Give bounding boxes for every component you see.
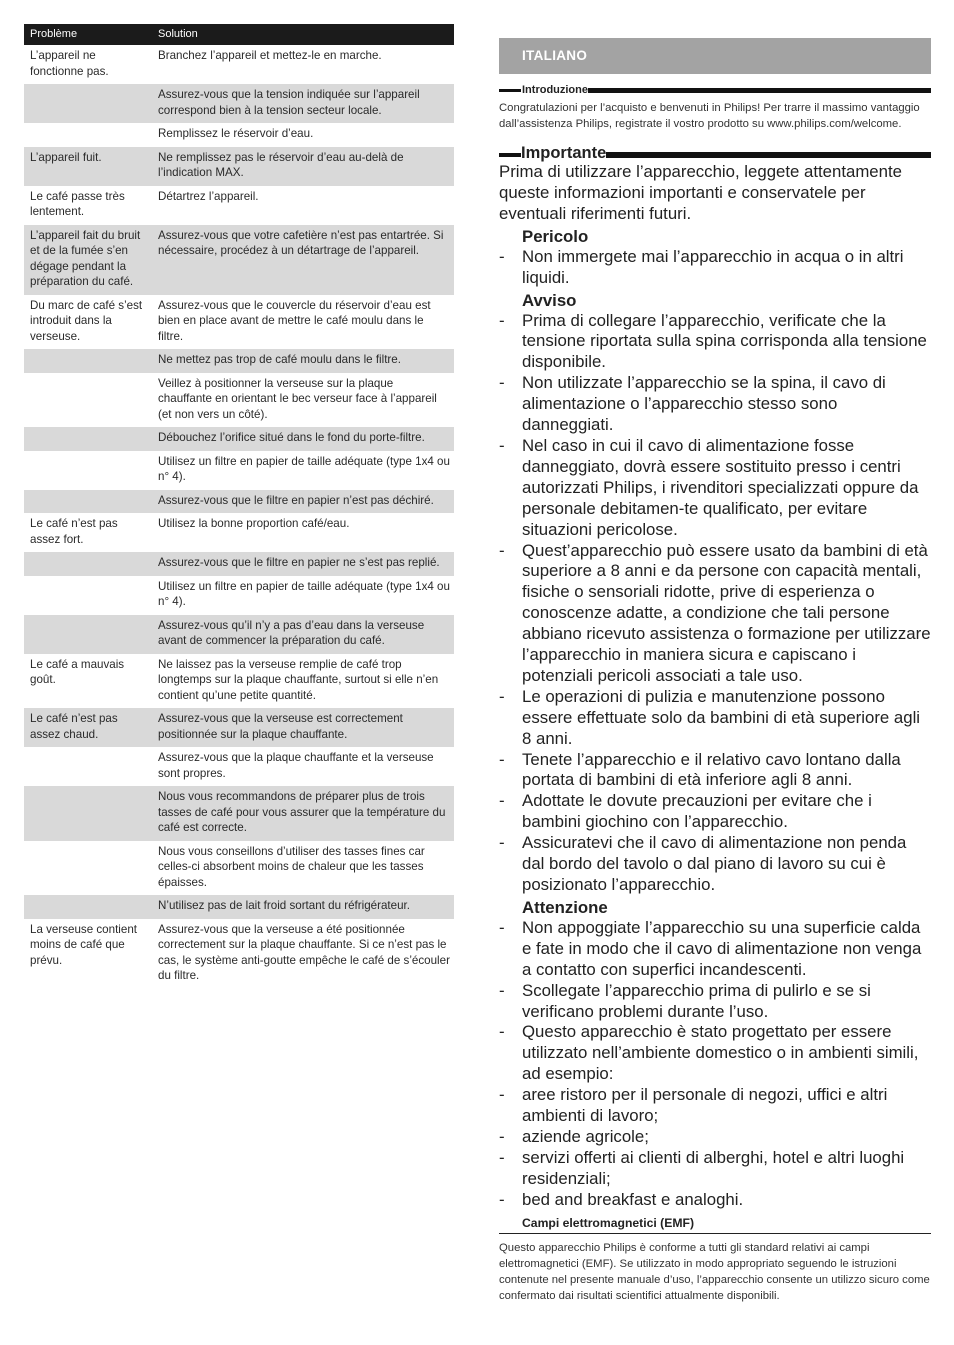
list-item	[499, 373, 931, 436]
table-row	[24, 295, 454, 350]
table-row	[24, 84, 454, 123]
dash-marker: -	[499, 1085, 505, 1105]
problem-cell	[24, 427, 152, 451]
troubleshooting-table	[24, 24, 454, 989]
important-heading	[499, 144, 931, 162]
intro-heading-text: Introduzione	[522, 84, 588, 96]
intro-text: Congratulazioni per l’acquisto e benvenuti in Philips! Per trarre il massimo vantaggio dall’assistenza Philips, registrate il vostro prodotto su www.philips.com/welcome.	[499, 102, 920, 130]
dash-marker: -	[499, 1022, 505, 1042]
list-item	[499, 311, 931, 374]
dash-marker: -	[499, 1126, 505, 1146]
warning-heading: Avviso	[522, 290, 577, 310]
table-row	[24, 552, 454, 576]
problem-cell: Le café n’est pas assez chaud.	[24, 708, 152, 747]
list-item	[499, 1127, 931, 1148]
list-item	[499, 918, 931, 981]
list-item-text: Tenete l’apparecchio e il relativo cavo lontano dalla portata di bambini di età inferiore agli 8 anni.	[522, 749, 901, 790]
problem-cell	[24, 615, 152, 654]
heading-marker	[499, 89, 521, 92]
important-heading-text: Importante	[521, 144, 607, 162]
problem-cell	[24, 349, 152, 373]
solution-cell: Nous vous conseillons d’utiliser des tasses fines car celles-ci absorbent moins de chaleur que les tasses épaisses.	[158, 844, 425, 889]
table-row	[24, 576, 454, 615]
solution-cell: Assurez-vous que le couvercle du réservoir d’eau est bien en place avant de mettre le café moulu dans le filtre.	[158, 298, 431, 343]
table-header-row	[24, 24, 454, 45]
dash-marker: -	[499, 540, 505, 560]
table-body	[24, 45, 454, 989]
solution-cell: Utilisez un filtre en papier de taille adéquate (type 1x4 ou n° 4).	[158, 579, 450, 608]
table-row	[24, 186, 454, 225]
list-item	[499, 833, 931, 896]
solution-cell: Ne mettez pas trop de café moulu dans le filtre.	[152, 349, 454, 373]
solution-cell: Détartrez l’appareil.	[158, 189, 259, 203]
solution-cell: Assurez-vous que le filtre en papier n’est pas déchiré.	[152, 490, 454, 514]
solution-cell: Utilisez un filtre en papier de taille adéquate (type 1x4 ou n° 4).	[158, 454, 450, 483]
solution-cell: Remplissez le réservoir d’eau.	[158, 127, 314, 140]
table-row	[24, 490, 454, 514]
table-row	[24, 615, 454, 654]
problem-cell	[24, 84, 152, 123]
list-item-text: Quest’apparecchio può essere usato da bambini di età superiore a 8 anni e da persone con capacità mentali, fisiche o sensoriali ridotte, prive di esperienza o conoscenze adatte, a condizione che tali persone abbiano ricevuto assistenza o formazione per utilizzare l’apparecchio in maniera sicura e capiscano i potenziali pericoli associati a tale uso.	[522, 540, 931, 685]
problem-cell: Le café n’est pas assez fort.	[30, 517, 118, 546]
heading-rule	[588, 88, 931, 93]
problem-cell: Le café a mauvais goût.	[30, 657, 125, 686]
table-row	[24, 225, 454, 295]
list-item-text: servizi offerti ai clienti di alberghi, hotel e altri luoghi residenziali;	[522, 1147, 905, 1188]
dash-marker: -	[499, 1147, 505, 1167]
list-item-text: Non immergete mai l’apparecchio in acqua o in altri liquidi.	[522, 246, 904, 287]
table-row	[24, 513, 454, 552]
problem-cell	[24, 576, 152, 615]
solution-cell: Assurez-vous que la verseuse est correctement positionnée sur la plaque chauffante.	[152, 708, 454, 747]
list-item	[499, 1190, 931, 1211]
table-row	[24, 786, 454, 841]
intro-heading	[499, 84, 931, 97]
list-item-text: Le operazioni di pulizia e manutenzione possono essere effettuate solo da bambini di età superiore agli 8 anni.	[522, 686, 921, 748]
dash-marker: -	[499, 749, 505, 769]
solution-cell: Nous vous recommandons de préparer plus de trois tasses de café pour vous assurer que la température du café est correcte.	[152, 786, 454, 841]
problem-cell	[24, 841, 152, 896]
list-item-text: aziende agricole;	[522, 1126, 649, 1146]
solution-cell: Assurez-vous que votre cafetière n’est pas entartrée. Si nécessaire, procédez à un détartrage de l’appareil.	[152, 225, 454, 295]
solution-cell: Ne remplissez pas le réservoir d’eau au-delà de l’indication MAX.	[152, 147, 454, 186]
solution-cell: Utilisez la bonne proportion café/eau.	[158, 517, 350, 530]
table-row	[24, 123, 454, 147]
problem-cell: L’appareil fuit.	[24, 147, 152, 186]
problem-cell	[24, 373, 152, 428]
heading-marker	[499, 153, 521, 157]
solution-cell: Assurez-vous que le filtre en papier ne s’est pas replié.	[152, 552, 454, 576]
problem-cell: Le café passe très lentement.	[30, 189, 125, 218]
list-item-text: Assicuratevi che il cavo di alimentazione non penda dal bordo del tavolo o dal piano di lavoro su cui è posizionato l’apparecchio.	[522, 833, 907, 894]
dash-marker: -	[499, 1189, 505, 1209]
danger-heading: Pericolo	[522, 226, 589, 246]
problem-cell: L’appareil ne fonctionne pas.	[30, 49, 109, 78]
table-row	[24, 747, 454, 786]
list-item	[499, 1085, 931, 1127]
dash-marker: -	[499, 310, 505, 330]
solution-cell: Ne laissez pas la verseuse remplie de café trop longtemps sur la plaque chauffante, surtout si elle n’en contient qu’une petite quantité.	[158, 657, 439, 702]
table-row	[24, 451, 454, 490]
table-row	[24, 708, 454, 747]
dash-marker: -	[499, 791, 505, 811]
solution-cell: Assurez-vous que la plaque chauffante et la verseuse sont propres.	[158, 751, 434, 780]
solution-cell: Assurez-vous que la tension indiquée sur l’appareil correspond bien à la tension secteur locale.	[152, 84, 454, 123]
list-item-text: Adottate le dovute precauzioni per evitare che i bambini giochino con l’apparecchio.	[522, 791, 872, 832]
problem-cell	[24, 552, 152, 576]
list-item	[499, 687, 931, 750]
problem-cell: L’appareil fait du bruit et de la fumée s’en dégage pendant la préparation du café.	[24, 225, 152, 295]
problem-cell	[24, 895, 152, 919]
dash-marker: -	[499, 980, 505, 1000]
list-item-text: Non appoggiate l’apparecchio su una superficie calda e fate in modo che il cavo di alimentazione non venga a contatto con superfici incandescenti.	[522, 917, 922, 979]
heading-rule	[606, 152, 931, 158]
problem-cell	[24, 451, 152, 490]
list-item	[499, 791, 931, 833]
dash-marker: -	[499, 246, 505, 266]
solution-cell: Branchez l’appareil et mettez-le en marche.	[158, 49, 382, 62]
list-item-text: Prima di collegare l’apparecchio, verificate che la tensione riportata sulla spina corrisponda alla tensione disponibile.	[522, 310, 927, 372]
caution-heading: Attenzione	[522, 897, 608, 917]
problem-cell	[24, 490, 152, 514]
table-row	[24, 45, 454, 84]
list-item-text: bed and breakfast e analoghi.	[522, 1189, 744, 1209]
list-item-text: Questo apparecchio è stato progettato per essere utilizzato nell’ambiente domestico o in ambienti simili, ad esempio:	[522, 1022, 919, 1084]
table-row	[24, 919, 454, 989]
table-row	[24, 427, 454, 451]
header-problem: Problème	[24, 24, 152, 45]
dash-marker: -	[499, 686, 505, 706]
list-item-text: Non utilizzate l’apparecchio se la spina, il cavo di alimentazione o l’apparecchio stesso sono danneggiati.	[522, 373, 886, 435]
important-text: Prima di utilizzare l’apparecchio, leggete attentamente queste informazioni importanti e conservatele per eventuali riferimenti futuri.	[499, 162, 902, 223]
emf-heading: Campi elettromagnetici (EMF)	[499, 1215, 931, 1234]
list-item-text: aree ristoro per il personale di negozi, uffici e altri ambienti di lavoro;	[522, 1085, 888, 1126]
solution-cell: Assurez-vous que la verseuse a été positionnée correctement sur la plaque chauffante. Si ce n’est pas le cas, le système anti-goutte empêche le café de s’écouler du filtre.	[158, 922, 450, 982]
list-item	[499, 541, 931, 687]
problem-cell: La verseuse contient moins de café que prévu.	[30, 922, 137, 967]
problem-cell: Du marc de café s’est introduit dans la verseuse.	[30, 298, 143, 343]
warning-list	[499, 311, 931, 896]
list-item	[499, 981, 931, 1023]
header-solution: Solution	[152, 24, 454, 45]
caution-list	[499, 918, 931, 1211]
list-item-text: Scollegate l’apparecchio prima di pulirlo e se si verificano problemi durante l’uso.	[522, 980, 871, 1021]
dash-marker: -	[499, 833, 505, 853]
problem-cell	[24, 123, 152, 147]
solution-cell: Débouchez l’orifice situé dans le fond du porte-filtre.	[152, 427, 454, 451]
table-row	[24, 349, 454, 373]
problem-cell	[24, 747, 152, 786]
table-row	[24, 841, 454, 896]
list-item	[499, 247, 931, 289]
dash-marker: -	[499, 373, 505, 393]
list-item-text: Nel caso in cui il cavo di alimentazione fosse danneggiato, dovrà essere sostituito presso i centri autorizzati Philips, i rivenditori specializzati oppure da personale debitamen-te qualificato, per evitare situazioni pericolose.	[522, 435, 919, 539]
table-row	[24, 895, 454, 919]
language-bar: ITALIANO	[499, 38, 931, 74]
table-row	[24, 654, 454, 709]
dash-marker: -	[499, 435, 505, 455]
list-item	[499, 1148, 931, 1190]
emf-text: Questo apparecchio Philips è conforme a tutti gli standard relativi ai campi elettromagnetici (EMF). Se utilizzato in modo appropriato seguendo le istruzioni contenute nel presente manuale d’uso, l’apparecchio consente un utilizzo sicuro come confermato dai risultati scientifici attualmente disponibili.	[499, 1241, 930, 1302]
list-item	[499, 1022, 931, 1085]
danger-list	[499, 247, 931, 289]
list-item	[499, 750, 931, 792]
list-item	[499, 436, 931, 541]
table-row	[24, 147, 454, 186]
dash-marker: -	[499, 917, 505, 937]
problem-cell	[24, 786, 152, 841]
table-row	[24, 373, 454, 428]
solution-cell: Assurez-vous qu’il n’y a pas d’eau dans la verseuse avant de commencer la préparation du café.	[152, 615, 454, 654]
italian-section	[499, 38, 931, 1304]
solution-cell: Veillez à positionner la verseuse sur la plaque chauffante en orientant le bec verseur face à l’appareil (et non vers un côté).	[158, 376, 437, 421]
solution-cell: N’utilisez pas de lait froid sortant du réfrigérateur.	[152, 895, 454, 919]
